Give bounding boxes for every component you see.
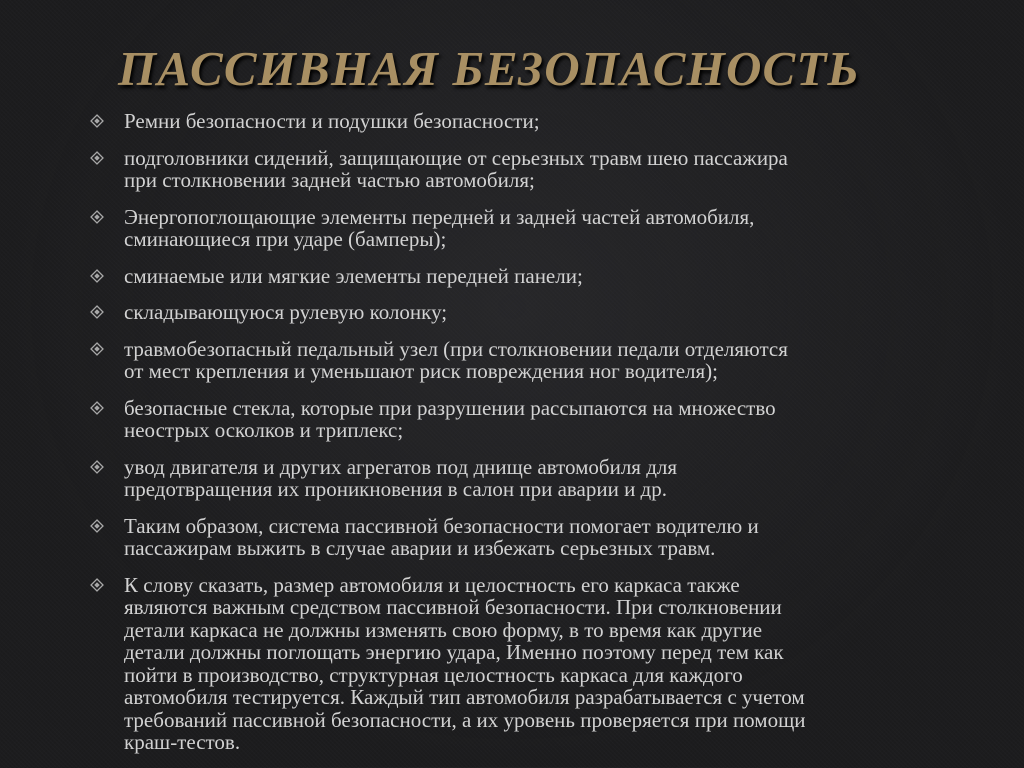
list-item-text: К слову сказать, размер автомобиля и целостность его каркаса также являются важным средством пассивной безопасности. При столкновении детали каркаса не должны изменять свою форму, в то время как другие детали должны поглощать энергию удара, Именно поэтому перед тем как пойти в производство, структурная целостность каркаса для каждого автомобиля тестируется. Каждый тип автомобиля разрабатывается с учетом требований пассивной безопасности, а их уровень проверяется при помощи краш-тестов. xyxy=(124,572,806,754)
diamond-bullet-icon xyxy=(90,114,104,128)
list-item-text: безопасные стекла, которые при разрушении рассыпаются на множество неострых осколков и триплекс; xyxy=(124,395,776,442)
diamond-bullet-icon xyxy=(90,269,104,283)
diamond-bullet-icon xyxy=(90,342,104,356)
diamond-bullet-icon xyxy=(90,210,104,224)
bullet-list xyxy=(90,110,950,768)
diamond-bullet-icon xyxy=(90,460,104,474)
list-item-text: Энергопоглощающие элементы передней и задней частей автомобиля, сминающиеся при ударе (бамперы); xyxy=(124,204,755,251)
list-item xyxy=(90,147,950,192)
list-item-text: складывающуюся рулевую колонку; xyxy=(124,300,448,324)
list-item-text: травмобезопасный педальный узел (при столкновении педали отделяются от мест крепления и уменьшают риск повреждения ног водителя); xyxy=(124,336,788,383)
list-item xyxy=(90,515,950,560)
list-item-text: Таким образом, система пассивной безопасности помогает водителю и пассажирам выжить в случае аварии и избежать серьезных травм. xyxy=(124,513,759,560)
diamond-bullet-icon xyxy=(90,401,104,415)
list-item-text: сминаемые или мягкие элементы передней панели; xyxy=(124,263,583,288)
diamond-bullet-icon xyxy=(90,305,104,319)
diamond-bullet-icon xyxy=(90,151,104,165)
list-item-text: подголовники сидений, защищающие от серьезных травм шею пассажира при столкновении задней частью автомобиля; xyxy=(124,145,788,192)
slide-title: ПАССИВНАЯ БЕЗОПАСНОСТЬ xyxy=(118,41,860,96)
list-item xyxy=(90,456,950,501)
list-item-text: Ремни безопасности и подушки безопасности; xyxy=(124,109,540,133)
diamond-bullet-icon xyxy=(90,578,104,592)
list-item xyxy=(90,338,950,383)
diamond-bullet-icon xyxy=(90,519,104,533)
list-item xyxy=(90,397,950,442)
list-item xyxy=(90,206,950,251)
list-item xyxy=(90,265,950,288)
list-item xyxy=(90,574,950,754)
list-item xyxy=(90,110,950,133)
list-item xyxy=(90,301,950,324)
list-item-text: увод двигателя и других агрегатов под днище автомобиля для предотвращения их проникновения в салон при аварии и др. xyxy=(124,454,678,501)
